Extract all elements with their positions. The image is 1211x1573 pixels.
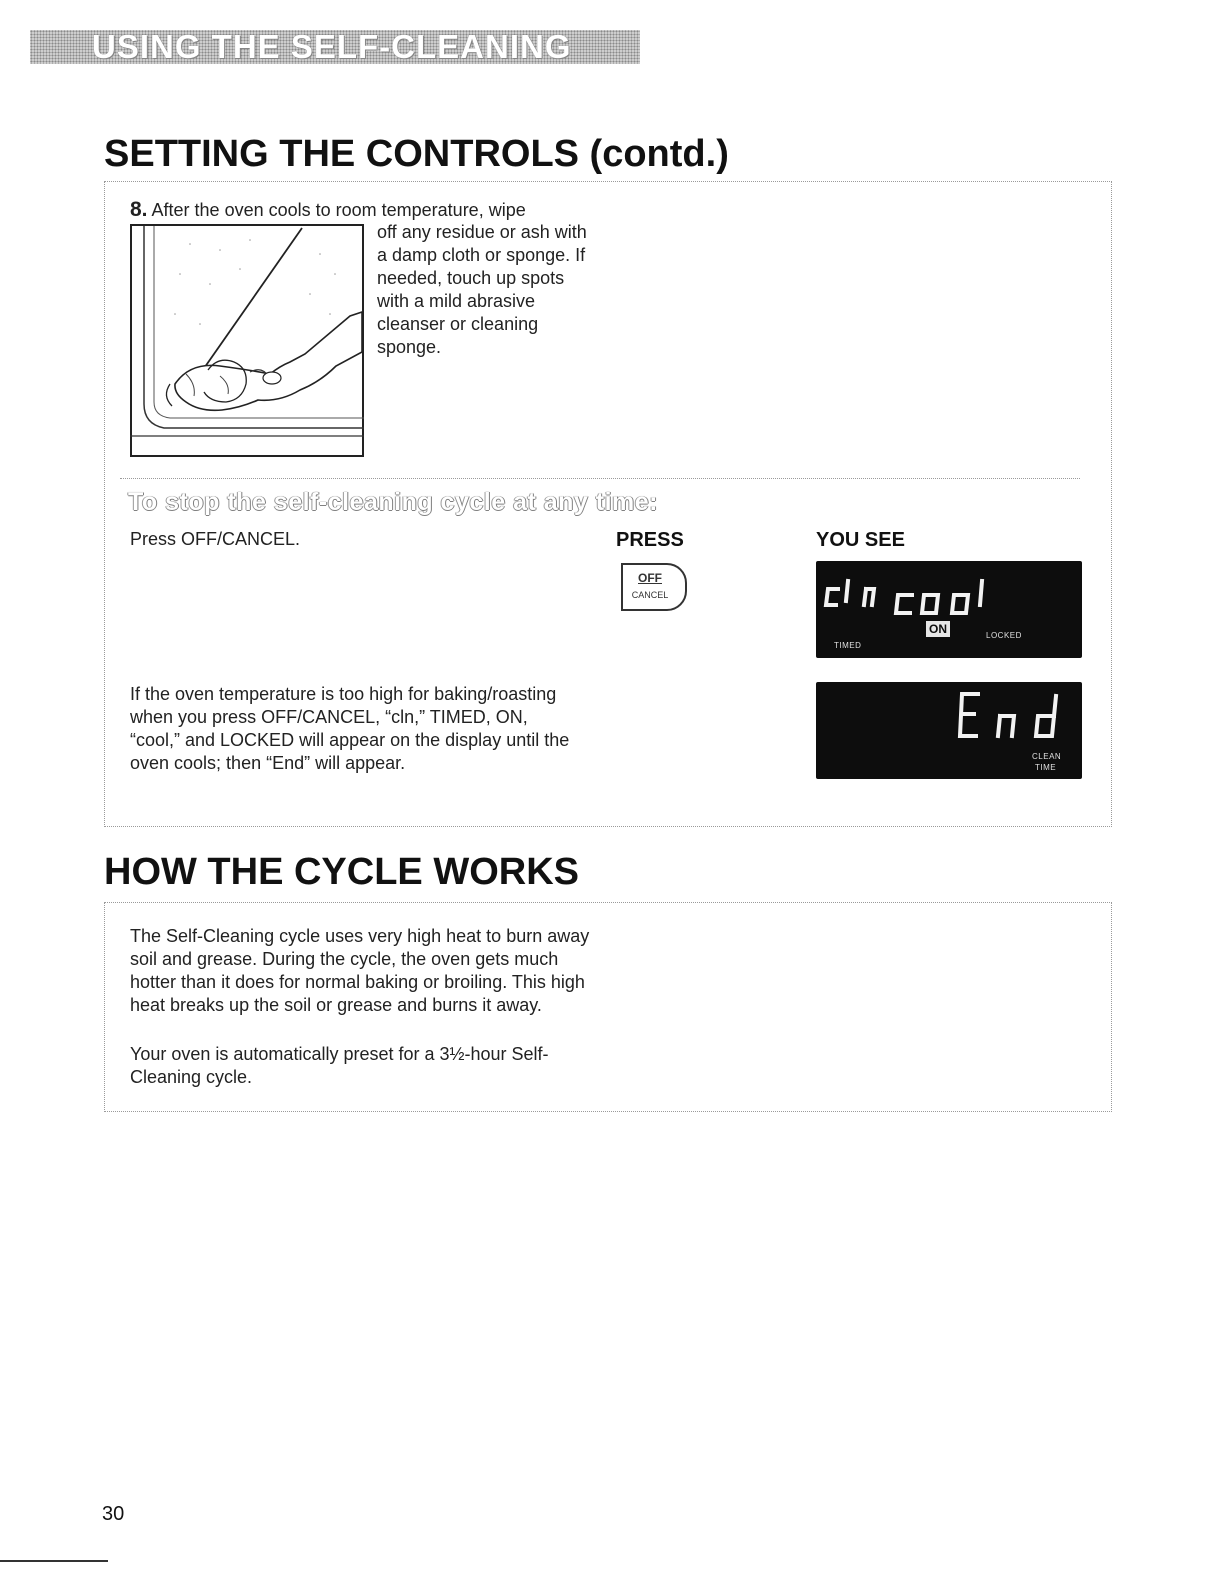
section-title-setting-controls: SETTING THE CONTROLS (contd.) [104,133,729,175]
key-label-cancel: CANCEL [631,590,669,600]
on-indicator: ON [926,621,950,637]
hand-wiping-oven-icon [130,224,364,457]
press-instruction: Press OFF/CANCEL. [130,529,301,549]
display-end [816,682,1082,779]
section-title-how-cycle-works: HOW THE CYCLE WORKS [104,851,579,893]
you-see-column-header: YOU SEE [816,529,905,551]
step-8-text: off any residue or ash with a damp cloth or sponge. If needed, touch up spots with a mild abrasive cleanser or cleaning sponge. [377,222,587,357]
section-banner [30,30,640,64]
step-8-line1 [130,198,610,222]
key-label-off: OFF [638,571,662,585]
timed-indicator: TIMED [834,641,862,650]
display-cln-cool [816,561,1082,658]
page-number: 30 [102,1503,125,1525]
footer-rule [0,1560,108,1562]
step-number: 8. [130,198,148,221]
press-column-header: PRESS [616,529,684,551]
time-indicator: TIME [1035,763,1057,772]
clean-indicator: CLEAN [1032,752,1062,761]
locked-indicator: LOCKED [986,631,1022,640]
step-text-line1: After the oven cools to room temperature, wipe [151,200,526,220]
cycle-description: The Self-Cleaning cycle uses very high heat to burn away soil and grease. During the cycle, the oven gets much hotter than it does for normal baking or broiling. This high heat breaks up the soil or grease and burns it away. [130,926,590,1015]
banner-text: USING THE SELF-CLEANING [92,28,572,65]
section-divider [120,478,1080,479]
stop-cycle-heading: To stop the self-cleaning cycle at any time: [128,488,658,516]
cycle-preset-note: Your oven is automatically preset for a 3½-hour Self-Cleaning cycle. [130,1044,549,1087]
off-cancel-key[interactable] [621,563,687,611]
hot-oven-note: If the oven temperature is too high for baking/roasting when you press OFF/CANCEL, “cln,” TIMED, ON, “cool,” and LOCKED will appear on the display until the oven cools; then “End” will appear. [130,684,570,773]
